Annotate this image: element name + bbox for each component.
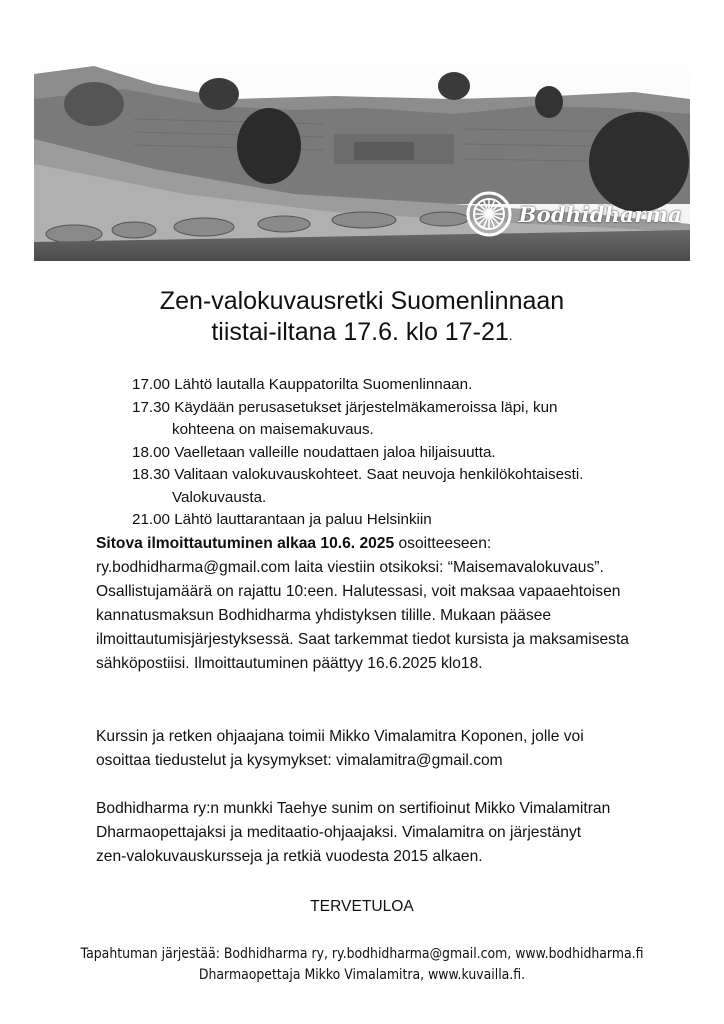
certification-line: Dharmaopettajaksi ja meditaatio-ohjaajaksi. Vimalamitra on järjestänyt — [96, 824, 582, 841]
schedule-item — [132, 374, 692, 397]
instructor-line: osoittaa tiedustelut ja kysymykset: vimalamitra@gmail.com — [96, 752, 503, 769]
title-line-1: Zen-valokuvausretki Suomenlinnaan — [159, 287, 565, 315]
instructor-line: Kurssin ja retken ohjaajana toimii Mikko Vimalamitra Koponen, jolle voi — [96, 728, 584, 745]
hero-photo — [34, 44, 690, 261]
title-line-2 — [0, 317, 724, 351]
instructor-paragraph — [96, 725, 696, 773]
certification-paragraph — [96, 797, 696, 869]
schedule-item — [132, 442, 692, 465]
footer — [51, 944, 674, 986]
schedule-list — [132, 374, 692, 532]
logo-text: Bodhidharma — [518, 201, 682, 227]
schedule-item — [132, 509, 692, 532]
registration-paragraph — [96, 532, 696, 676]
schedule-item-text: 18.30 Valitaan valokuvauskohteet. Saat neuvoja henkilökohtaisesti. — [132, 466, 584, 483]
dharma-wheel-icon — [465, 190, 513, 238]
registration-lead-rest: osoitteeseen: — [394, 535, 492, 552]
welcome-text: TERVETULOA — [310, 898, 414, 915]
registration-line: kannatusmaksun Bodhidharma yhdistyksen tilille. Mukaan pääsee — [96, 607, 552, 624]
schedule-item-continuation: kohteena on maisemakuvaus. — [172, 421, 374, 438]
schedule-item — [132, 397, 692, 442]
schedule-item-continuation: Valokuvausta. — [172, 488, 267, 506]
bodhidharma-logo — [465, 190, 682, 238]
registration-line: Osallistujamäärä on rajattu 10:een. Halutessasi, voit maksaa vapaaehtoisen — [96, 583, 621, 600]
schedule-item-text: 17.30 Käydään perusasetukset järjestelmäkameroissa läpi, kun — [132, 398, 558, 416]
footer-line-2: Dharmaopettaja Mikko Vimalamitra, www.kuvailla.fi. — [198, 967, 526, 983]
title-trailing-dot: . — [508, 327, 513, 343]
certification-line: Bodhidharma ry:n munkki Taehye sunim on sertifioinut Mikko Vimalamitran — [96, 800, 611, 817]
page-title — [0, 286, 724, 351]
registration-lead — [96, 532, 696, 556]
schedule-item — [132, 464, 692, 509]
footer-line-1: Tapahtuman järjestää: Bodhidharma ry, ry.bodhidharma@gmail.com, www.bodhidharma.fi — [80, 946, 644, 962]
certification-line: zen-valokuvauskursseja ja retkiä vuodesta 2015 alkaen. — [96, 848, 483, 865]
schedule-item-text: 18.00 Vaelletaan valleille noudattaen jaloa hiljaisuutta. — [132, 443, 496, 461]
title-line-2-text: tiistai-iltana 17.6. klo 17-21 — [211, 318, 509, 346]
schedule-item-text: 21.00 Lähtö lauttarantaan ja paluu Helsinkiin — [132, 511, 432, 528]
registration-line: sähköpostiisi. Ilmoittautuminen päättyy 16.6.2025 klo18. — [96, 655, 483, 672]
registration-line: ry.bodhidharma@gmail.com laita viestiin otsikoksi: “Maisemavalokuvaus”. — [96, 559, 604, 576]
registration-line: ilmoittautumisjärjestyksessä. Saat tarkemmat tiedot kursista ja maksamisesta — [96, 631, 629, 648]
registration-bold-lead: Sitova ilmoittautuminen alkaa 10.6. 2025 — [96, 535, 395, 552]
schedule-item-text: 17.00 Lähtö lautalla Kauppatorilta Suomenlinnaan. — [132, 376, 473, 393]
